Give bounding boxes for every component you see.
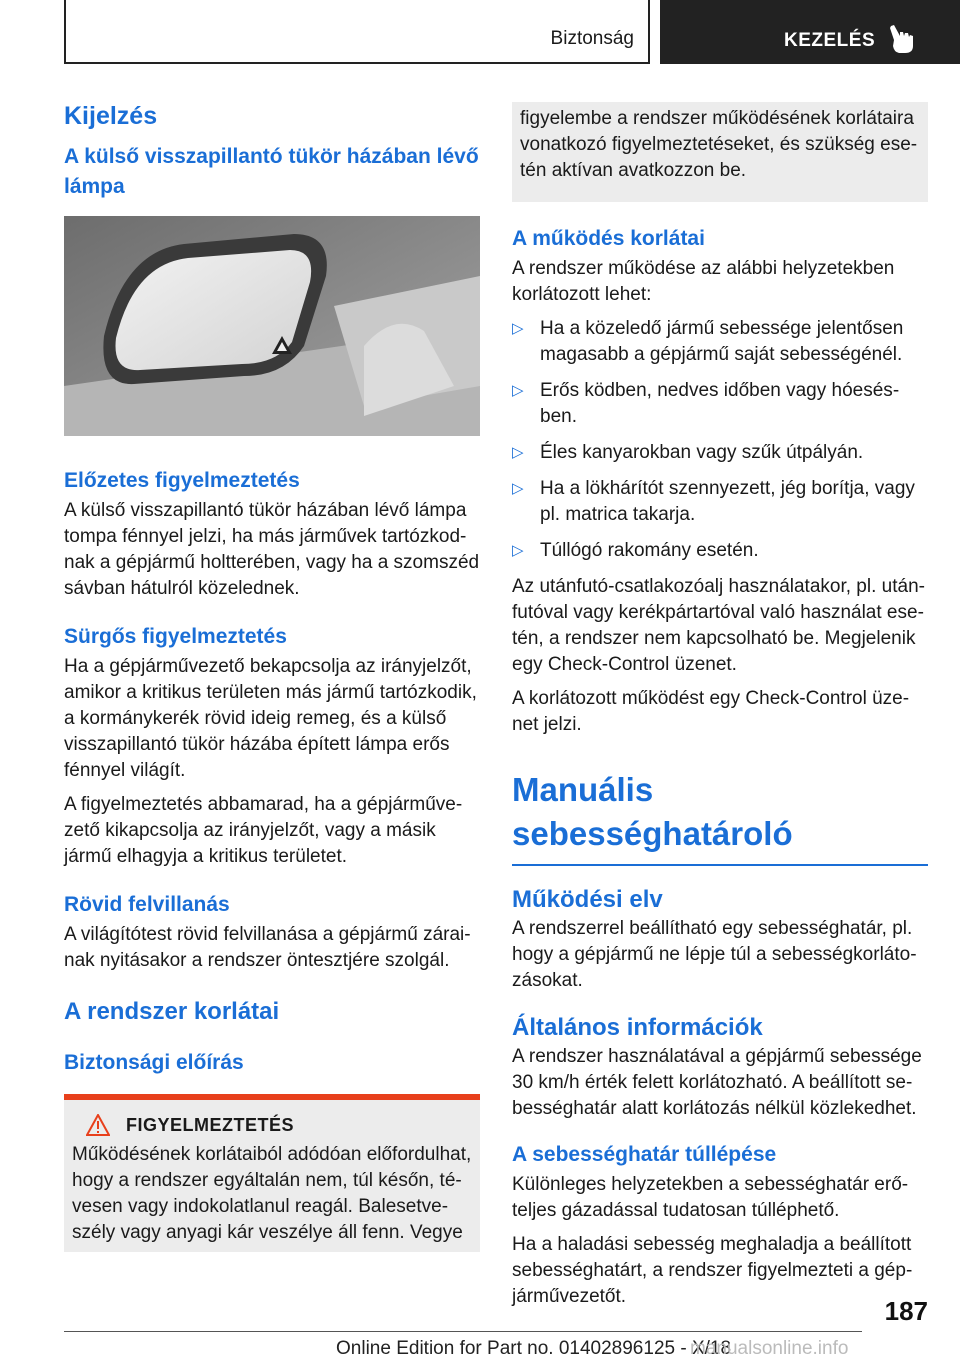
para-principle: A rendszerrel beállítható egy sebességhatár, pl. hogy a gépjármű ne lépje túl a sebességkorlátozásokat. <box>512 918 917 991</box>
list-item: ▷ Túllógó rakomány esetén. <box>512 538 928 564</box>
para-exceed-1: Különleges helyzetekben a sebességhatár erőteljes gázadással tudatosan túlléphető. <box>512 1174 909 1221</box>
list-item: ▷ Éles kanyarokban vagy szűk útpályán. <box>512 440 928 466</box>
header-section-box <box>64 0 650 64</box>
para-trailer: Az utánfutó-csatlakozóalj használatakor, pl. utánfutóval vagy kerékpártartóval való használat esetén, a rendszer nem kapcsolható be. Megjelenik egy Check-Control üzenet. <box>512 576 925 675</box>
heading-system-limits: A rendszer korlátai <box>64 998 280 1025</box>
header-chapter-label: KEZELÉS <box>784 30 876 51</box>
warning-triangle-icon <box>86 1114 110 1136</box>
para-limited-operation: A korlátozott működést egy Check-Control üzenet jelzi. <box>512 688 910 735</box>
mirror-photo <box>64 216 480 436</box>
heading-urgent-warning: Sürgős figyelmeztetés <box>64 625 287 648</box>
para-urgent-warning-1: Ha a gépjárművezető bekapcsolja az irányjelzőt, amikor a kritikus területen más jármű tartózkodik, a kormánykerék rövid ideig remeg, és a külső visszapillantó tükör házába épített lámpa erős fénnyel világít. <box>64 656 477 781</box>
mirror-illustration <box>64 216 480 436</box>
triangle-bullet-icon: ▷ <box>512 480 524 497</box>
heading-general-info: Általános információk <box>512 1014 763 1041</box>
list-item: ▷ Ha a közeledő jármű sebessége jelentősen magasabb a gépjármű saját sebességénél. <box>512 318 904 365</box>
page-number: 187 <box>884 1296 928 1326</box>
right-column <box>512 102 928 1318</box>
para-limits-intro: A rendszer működése az alábbi helyzetekben korlátozott lehet: <box>512 258 895 305</box>
heading-operation-limits: A működés korlátai <box>512 227 705 250</box>
warning-title: FIGYELMEZTETÉS <box>126 1114 295 1135</box>
footer-divider <box>64 1331 862 1332</box>
heading-mirror-lamp: A külső visszapillantó tükör házában lévő lámpa <box>64 145 479 198</box>
footer-watermark: manualsonline.info <box>690 1338 849 1359</box>
triangle-bullet-icon: ▷ <box>512 382 524 399</box>
heading-manual-speed-limiter: Manuális sebességhatároló <box>512 768 928 866</box>
warning-title-row <box>86 1114 472 1136</box>
para-general-info: A rendszer használatával a gépjármű sebessége 30 km/h érték felett korlátozható. A beállított sebességhatár alatt korlátozás nélkül közlekedhet. <box>512 1046 922 1119</box>
list-item: ▷ Erős ködben, nedves időben vagy hóesésben. <box>512 380 900 427</box>
warning-continued-box <box>512 102 928 202</box>
header-chapter-tab[interactable] <box>660 0 960 64</box>
warning-box <box>64 1094 480 1252</box>
footer-edition: Online Edition for Part no. 01402896125 - X/18 <box>336 1338 732 1359</box>
heading-kijelzes: Kijelzés <box>64 102 158 130</box>
warning-text: Működésének korlátaiból adódóan előfordulhat, hogy a rendszer egyáltalán nem, túl későn, tévesen vagy indokolatlanul reagál. Balesetveszély vagy anyagi kár veszélye áll fenn. Vegye <box>72 1144 472 1243</box>
warning-continued-text: figyelembe a rendszer működésének korlátaira vonatkozó figyelmeztetéseket, és szükség esetén aktívan avatkozzon be. <box>520 108 918 181</box>
triangle-bullet-icon: ▷ <box>512 320 524 337</box>
para-early-warning: A külső visszapillantó tükör házában lévő lámpa tompa fénnyel jelzi, ha más járművek tartózkodnak a gépjármű holtterében, vagy ha a szomszéd sávban hátulról közelednek. <box>64 500 480 599</box>
para-urgent-warning-2: A figyelmeztetés abbamarad, ha a gépjárművezető kikapcsolja az irányjelzőt, vagy a másik jármű elhagyja a kritikus területet. <box>64 794 463 867</box>
header-section-title: Biztonság <box>550 28 634 49</box>
list-item: ▷ Ha a lökhárítót szennyezett, jég borítja, vagy pl. matrica takarja. <box>512 478 915 525</box>
para-short-flash: A világítótest rövid felvillanása a gépjármű zárainak nyitásakor a rendszer öntesztjére szolgál. <box>64 924 471 971</box>
heading-early-warning: Előzetes figyelmeztetés <box>64 469 300 492</box>
left-column <box>64 100 480 1252</box>
pointing-hand-icon <box>888 24 914 54</box>
triangle-bullet-icon: ▷ <box>512 542 524 559</box>
heading-operating-principle: Működési elv <box>512 886 663 913</box>
triangle-bullet-icon: ▷ <box>512 444 524 461</box>
heading-short-flash: Rövid felvillanás <box>64 893 230 916</box>
para-exceed-2: Ha a haladási sebesség meghaladja a beállított sebességhatárt, a rendszer figyelmezteti a gépjárművezetőt. <box>512 1234 913 1307</box>
heading-safety-note: Biztonsági előírás <box>64 1051 244 1074</box>
limits-list <box>512 316 928 564</box>
heading-exceed-limit: A sebességhatár túllépése <box>512 1143 777 1166</box>
